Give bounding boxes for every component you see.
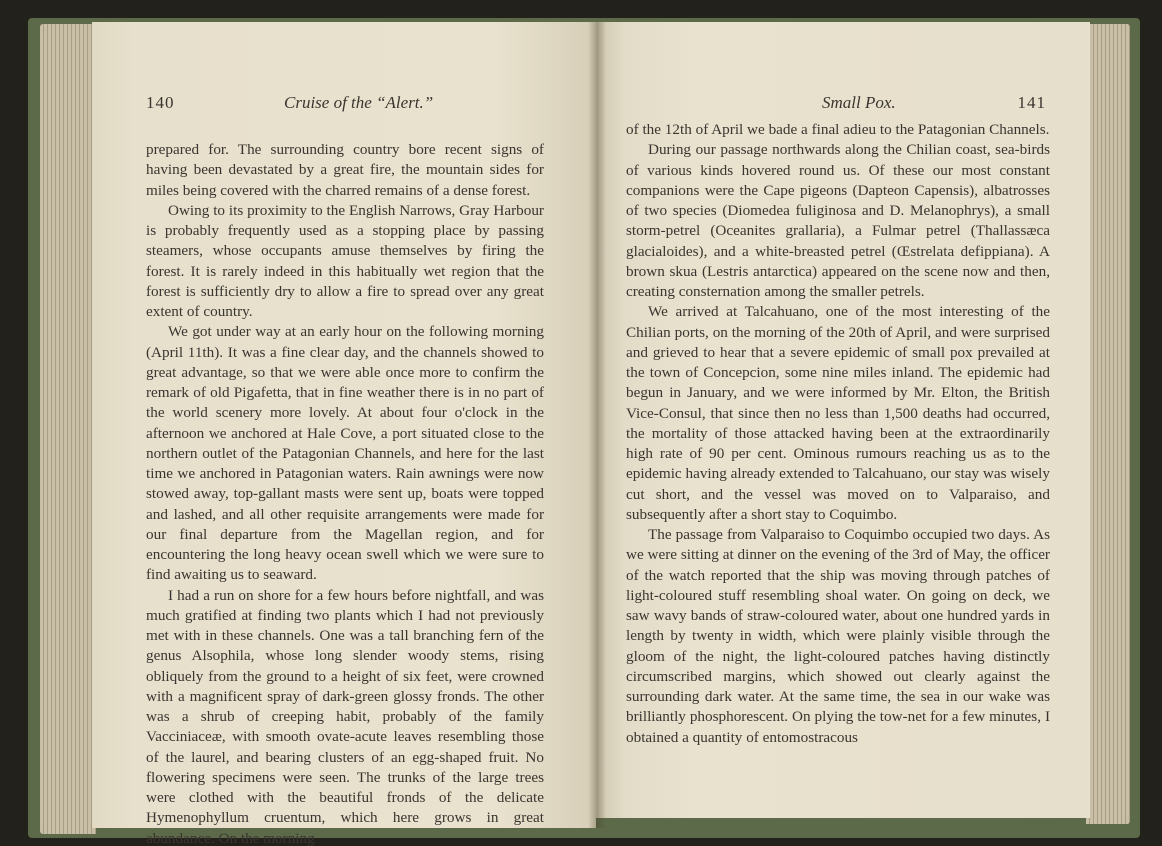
right-page-text: [626, 120, 1050, 748]
paragraph: Owing to its proximity to the English Narrows, Gray Harbour is probably frequently used as a stopping place by passing steamers, whose occupants amuse themselves by firing the forest. It is rarely indeed in this habitually wet region that the forest is sufficiently dry to allow a fire to spread over any great extent of country.: [146, 201, 544, 320]
page-number: 141: [1017, 93, 1046, 112]
book-gutter: [588, 22, 606, 828]
running-head: Small Pox.: [822, 93, 896, 112]
left-page: [92, 22, 596, 846]
left-page-header: [146, 92, 546, 114]
page-edges-left: [40, 24, 96, 834]
right-page: [596, 22, 1090, 818]
paragraph: During our passage northwards along the Chilian coast, sea-birds of various kinds hovered round us. Of these our most constant companions were the Cape pigeons (Dapteon Capensis), albatrosses of two species (Diomedea fuliginosa and D. Melanophrys), a small storm-petrel (Oceanites grallaria), a Fulmar petrel (Thallassæca glacialoides), and a white-breasted petrel (Œstrelata defippiana). A brown skua (Lestris antarctica) appeared on the scene now and then, creating consternation among the smaller petrels.: [626, 141, 1050, 300]
running-head: Cruise of the “Alert.”: [284, 93, 434, 112]
right-page-header: [626, 92, 1046, 114]
paragraph: prepared for. The surrounding country bore recent signs of having been devastated by a great fire, the mountain sides for miles being covered with the charred remains of a dense forest.: [146, 141, 544, 199]
paragraph: The passage from Valparaiso to Coquimbo occupied two days. As we were sitting at dinner on the evening of the 3rd of May, the officer of the watch reported that the ship was moving through patches of light-coloured stuff resembling shoal water. On going on deck, we saw wavy bands of straw-coloured water, about one hundred yards in length by twenty in width, which were plainly visible through the gloom of the night, the light-coloured patches having distinctly circumscribed margins, which showed out clearly against the surrounding dark water. At the same time, the sea in our wake was brilliantly phosphorescent. On plying the tow-net for a few minutes, I obtained a quantity of entomostracous: [626, 526, 1050, 746]
page-number: 140: [146, 93, 175, 112]
paragraph: We got under way at an early hour on the following morning (April 11th). It was a fine clear day, and the channels showed to great advantage, so that we were able once more to confirm the remark of old Pigafetta, that in fine weather there is in no part of the world scenery more lovely. At about four o'clock in the afternoon we anchored at Hale Cove, a port situated close to the northern outlet of the Patagonian Channels, and here for the last time we anchored in Patagonian waters. Rain awnings were now stowed away, top-gallant masts were sent up, boats were topped and lashed, and all other requisite arrangements were made for our final departure from the Magellan region, and for encountering the long heavy ocean swell which we were sure to find awaiting us to seaward.: [146, 323, 544, 584]
page-edges-right: [1086, 24, 1130, 824]
paragraph: of the 12th of April we bade a final adieu to the Patagonian Channels.: [626, 121, 1050, 138]
paragraph: I had a run on shore for a few hours before nightfall, and was much gratified at finding two plants which I had not previously met with in these channels. One was a tall branching fern of the genus Alsophila, whose long slender woody stems, rising obliquely from the ground to a height of six feet, were crowned with a magnificent spray of dark-green glossy fronds. The other was a shrub of creeping habit, probably of the family Vacciniaceæ, with smooth ovate-acute leaves resembling those of the laurel, and bearing clusters of an egg-shaped fruit. No flowering specimens were seen. The trunks of the large trees were clothed with the beautiful fronds of the delicate Hymenophyllum cruentum, which here grows in great abundance. On the morning: [146, 586, 544, 846]
paragraph: We arrived at Talcahuano, one of the most interesting of the Chilian ports, on the morning of the 20th of April, and were surprised and grieved to hear that a severe epidemic of small pox prevailed at the town of Concepcion, some nine miles inland. The epidemic had begun in January, and we were informed by Mr. Elton, the British Vice-Consul, that since then no less than 1,500 deaths had occurred, the mortality of those attacked having been at the extraordinarily high rate of 90 per cent. Ominous rumours reaching us as to the epidemic having already extended to Talcahuano, our stay was wisely cut short, and the vessel was moved on to Valparaiso, and subsequently after a short stay to Coquimbo.: [626, 303, 1050, 523]
left-page-text: [146, 140, 544, 846]
